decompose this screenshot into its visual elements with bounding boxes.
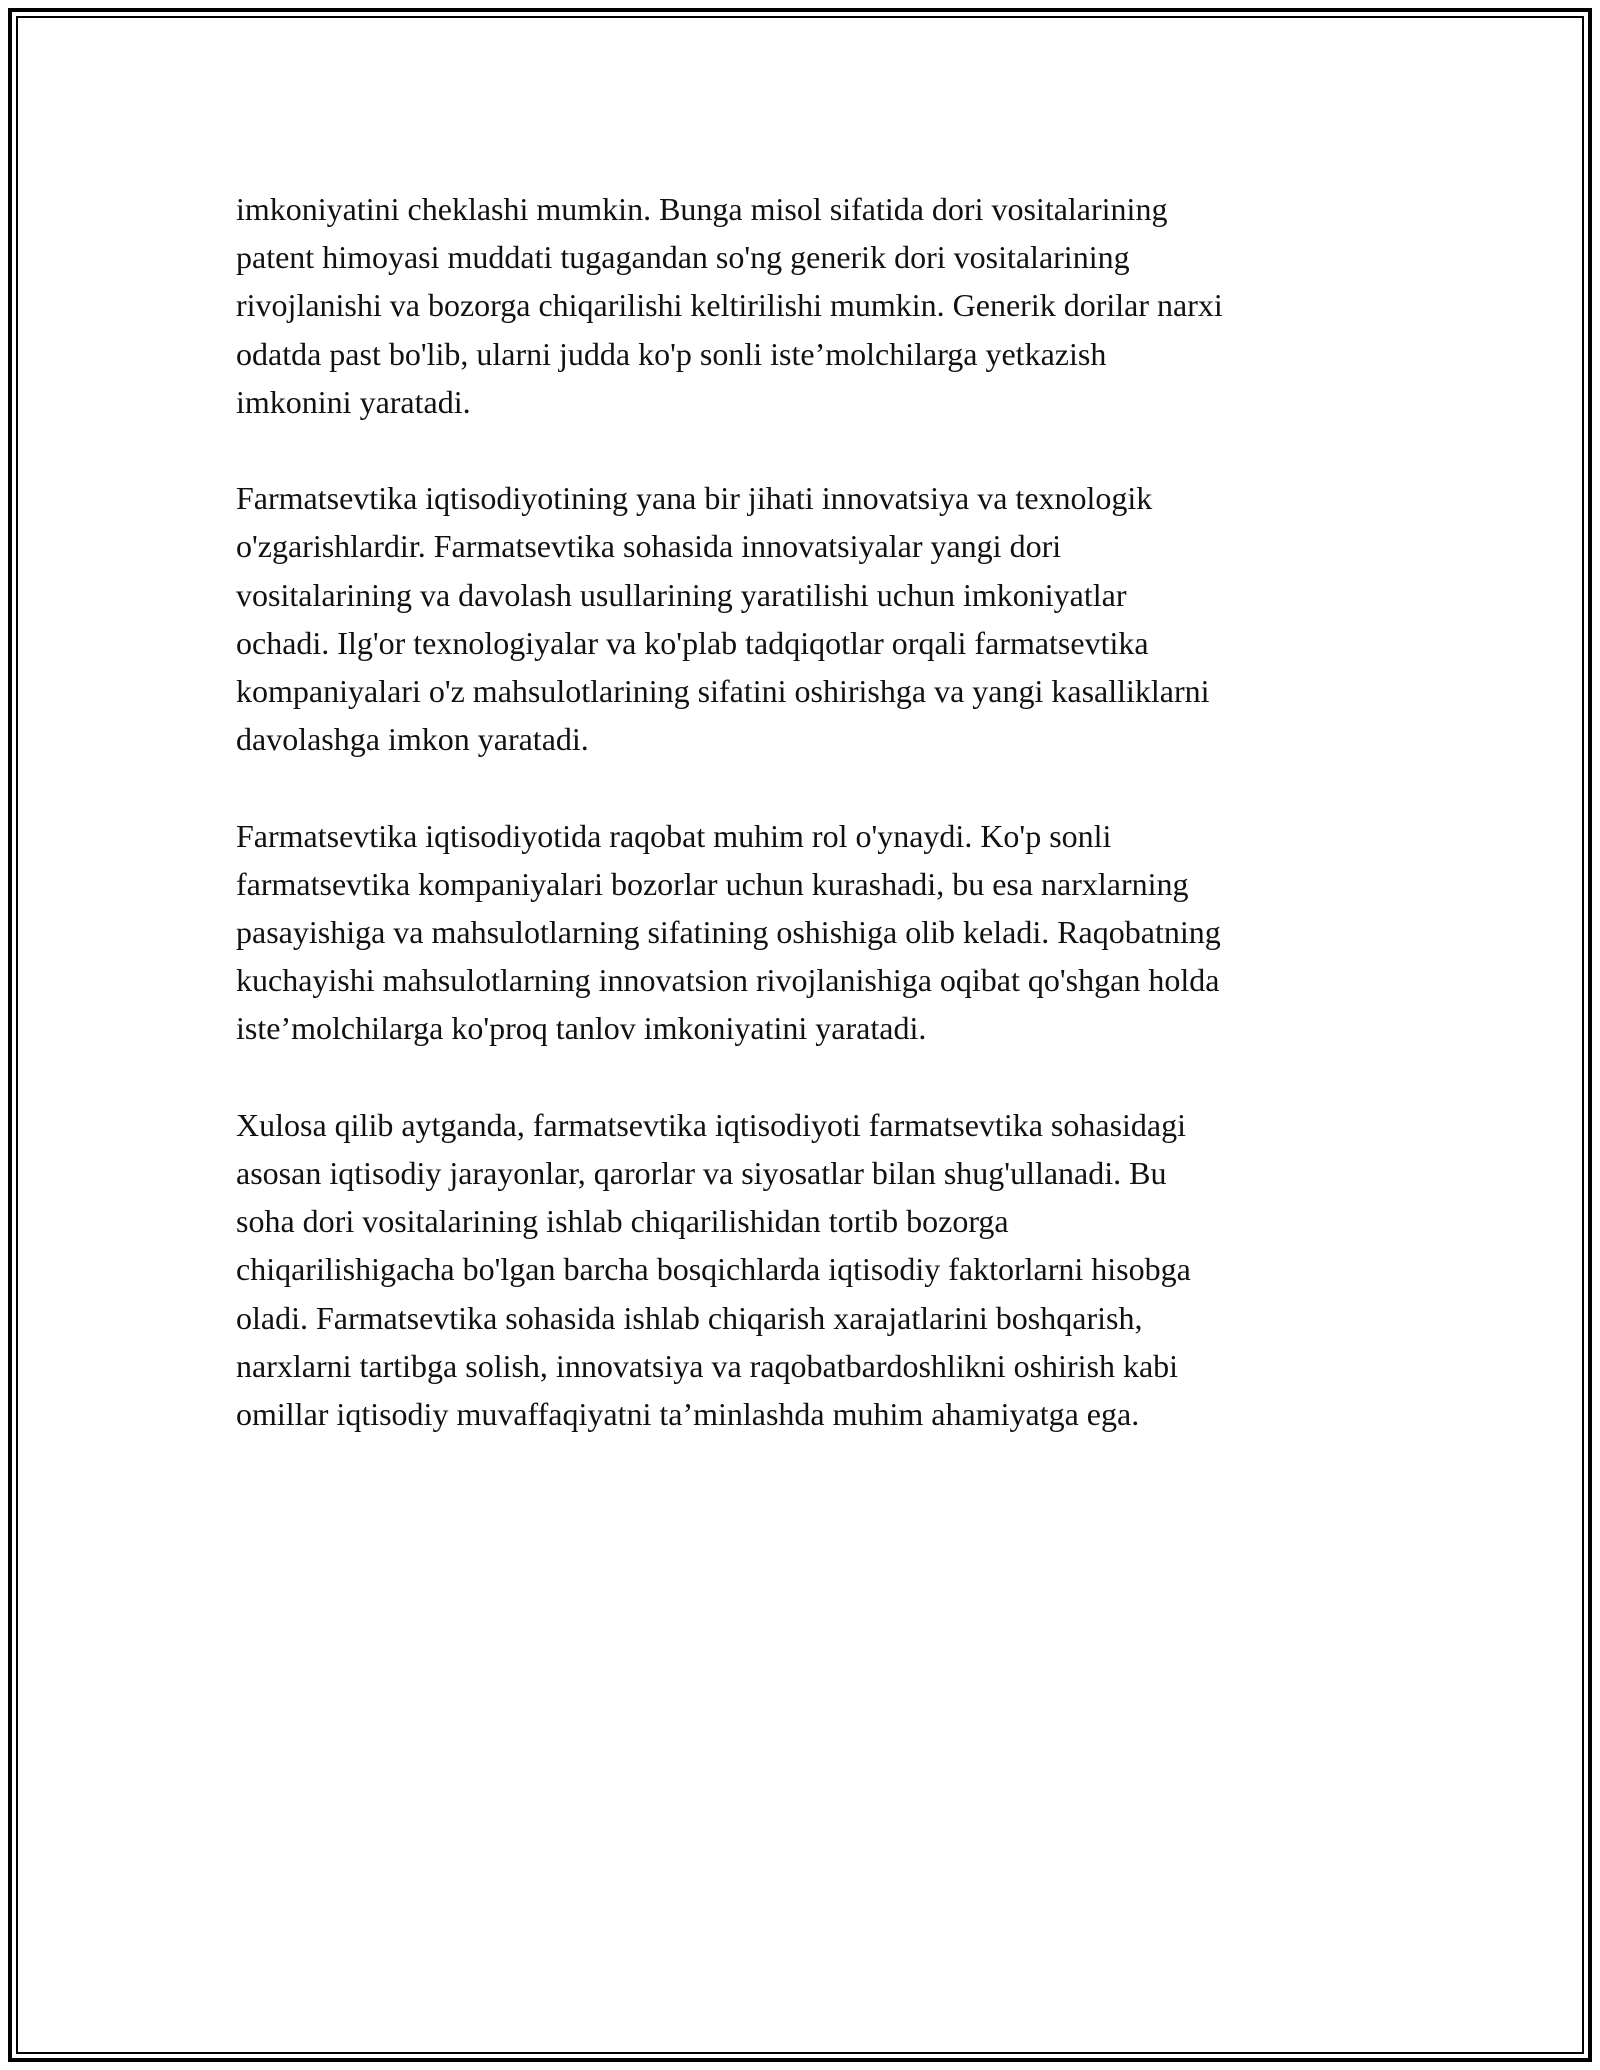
paragraph-line: kompaniyalari o'z mahsulotlarining sifatini oshirishga va yangi kasalliklarni xyxy=(236,673,1210,710)
paragraph-line: farmatsevtika kompaniyalari bozorlar uchun kurashadi, bu esa narxlarning xyxy=(236,865,1189,902)
paragraph-line: o'zgarishlardir. Farmatsevtika sohasida innovatsiyalar yangi dori xyxy=(236,528,1062,565)
paragraph-line: davolashga imkon yaratadi. xyxy=(236,721,589,758)
paragraph-line: omillar iqtisodiy muvaffaqiyatni ta’minlashda muhim ahamiyatga ega. xyxy=(236,1396,1140,1433)
paragraph-3 xyxy=(236,812,1376,1053)
paragraph-line: soha dori vositalarining ishlab chiqarilishidan tortib bozorga xyxy=(236,1203,1009,1240)
paragraph-line: vositalarining va davolash usullarining yaratilishi uchun imkoniyatlar xyxy=(236,576,1127,613)
paragraph-line: oladi. Farmatsevtika sohasida ishlab chiqarish xarajatlarini boshqarish, xyxy=(236,1299,1143,1336)
paragraph-4 xyxy=(236,1101,1376,1438)
paragraph-line: asosan iqtisodiy jarayonlar, qarorlar va siyosatlar bilan shug'ullanadi. Bu xyxy=(236,1155,1167,1192)
paragraph-line: pasayishiga va mahsulotlarning sifatining oshishiga olib keladi. Raqobatning xyxy=(236,914,1221,951)
paragraph-line: ochadi. Ilg'or texnologiyalar va ko'plab tadqiqotlar orqali farmatsevtika xyxy=(236,624,1149,661)
paragraph-line: rivojlanishi va bozorga chiqarilishi keltirilishi mumkin. Generik dorilar narxi xyxy=(236,287,1223,324)
paragraph-line: Xulosa qilib aytganda, farmatsevtika iqtisodiyoti farmatsevtika sohasidagi xyxy=(236,1106,1186,1143)
paragraph-line: odatda past bo'lib, ularni judda ko'p sonli iste’molchilarga yetkazish xyxy=(236,335,1107,372)
paragraph-1 xyxy=(236,185,1376,426)
paragraph-line: narxlarni tartibga solish, innovatsiya va raqobatbardoshlikni oshirish kabi xyxy=(236,1347,1179,1384)
paragraph-line: iste’molchilarga ko'proq tanlov imkoniyatini yaratadi. xyxy=(236,1010,927,1047)
paragraph-line: imkoniyatini cheklashi mumkin. Bunga misol sifatida dori vositalarining xyxy=(236,191,1168,227)
paragraph-line: chiqarilishigacha bo'lgan barcha bosqichlarda iqtisodiy faktorlarni hisobga xyxy=(236,1251,1191,1288)
paragraph-line: Farmatsevtika iqtisodiyotining yana bir jihati innovatsiya va texnologik xyxy=(236,480,1153,517)
paragraph-line: imkonini yaratadi. xyxy=(236,383,471,420)
paragraph-line: kuchayishi mahsulotlarning innovatsion rivojlanishiga oqibat qo'shgan holda xyxy=(236,962,1220,999)
paragraph-line: Farmatsevtika iqtisodiyotida raqobat muhim rol o'ynaydi. Ko'p sonli xyxy=(236,817,1112,854)
paragraph-line: patent himoyasi muddati tugagandan so'ng generik dori vositalarining xyxy=(236,239,1130,276)
document-body xyxy=(236,185,1376,1486)
paragraph-2 xyxy=(236,474,1376,763)
